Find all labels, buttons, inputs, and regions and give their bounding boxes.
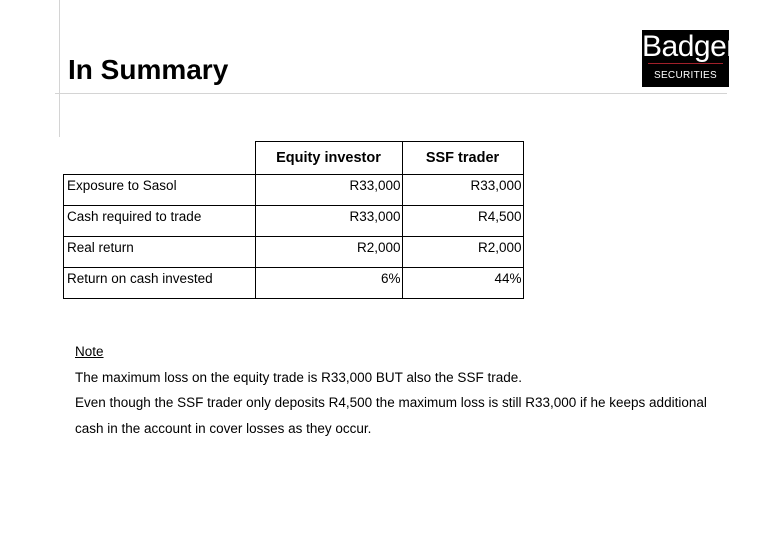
equity-value: 6% [255,268,402,299]
logo-rule [648,63,723,64]
table-row [64,268,524,299]
header-blank [64,142,256,175]
row-label: Exposure to Sasol [64,175,256,206]
row-label: Return on cash invested [64,268,256,299]
header-equity: Equity investor [255,142,402,175]
table-row [64,175,524,206]
badger-securities-logo [642,30,736,87]
row-label: Cash required to trade [64,206,256,237]
note-line: Even though the SSF trader only deposits R4,500 the maximum loss is still R33,000 if he keeps additional [75,395,707,410]
note-line: cash in the account in cover losses as they occur. [75,420,372,436]
ssf-value: R2,000 [402,237,523,268]
equity-value: R33,000 [255,206,402,237]
ssf-value: R4,500 [402,206,523,237]
table-row [64,237,524,268]
ssf-value: 44% [402,268,523,299]
row-label: Real return [64,237,256,268]
equity-value: R33,000 [255,175,402,206]
table-header-row [64,142,524,175]
equity-value: R2,000 [255,237,402,268]
divider-horizontal [55,93,727,94]
summary-table [63,141,524,299]
page-title: In Summary [68,54,229,85]
note-line: The maximum loss on the equity trade is R33,000 BUT also the SSF trade. [75,369,522,385]
logo-sub: SECURITIES [653,70,717,81]
note-heading: Note [75,344,104,359]
ssf-value: R33,000 [402,175,523,206]
logo-name: Badger [642,30,736,63]
table-row [64,206,524,237]
note-block [75,339,707,441]
header-ssf: SSF trader [402,142,523,175]
divider-vertical [59,0,60,137]
